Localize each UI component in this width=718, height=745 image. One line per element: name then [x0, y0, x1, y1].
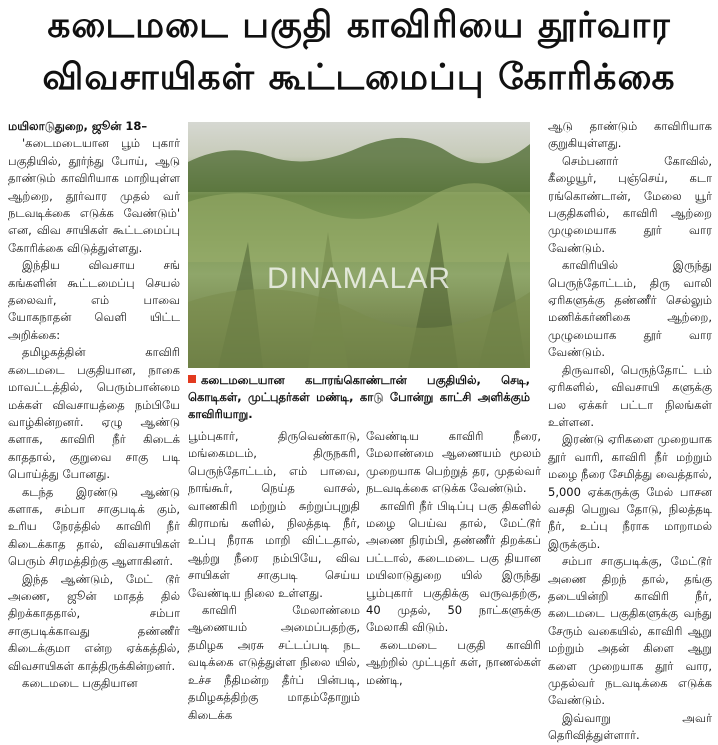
paragraph: கடைமடை பகுதி காவிரி ஆற்றில் முட்புதர் கள், நாணல்கள் மண்டி,	[366, 637, 541, 687]
paragraph: காவிரி நீர் பிடிப்பு பகு திகளில் மழை பெய்வ தால், மேட்டூர் அணை நிரம்பி, தண்ணீர் திறக்கப் பட்டால், கடைமடை பகு தியான மயிலாடுதுறை யில் இருந்து பூம்புகார் பகுதிக்கு வருவதற்கு, 40 முதல், 50 நாட்களுக்கு மேலாகி விடும்.	[366, 498, 541, 635]
paragraph: 'கடைமடையான பூம் புகார் பகுதியில், தூர்ந்து போய், ஆடு தாண்டும் காவிரியாக மாறியுள்ள ஆற்றை, தூர்வார முதல் வர் நடவடிக்கை எடுக்க வேண்டும்' என, விவ சாயிகள் கூட்டமைப்பு கோரிக்கை விடுத்துள்ளது.	[8, 136, 180, 255]
paragraph: செம்பனார் கோவில், கீழையூர், புஞ்செய், கடா ரங்கொண்டான், மேலை யூர் பகுதிகளில், காவிரி ஆற்றை முழுமையாக தூர் வார வேண்டும்.	[548, 153, 712, 255]
paragraph: தமிழகத்தின் காவிரி கடைமடை பகுதியான, நாகை மாவட்டத்தில், பெரும்பான்மை மக்கள் விவசாயத்தை நம்பியே வாழ்கின்றனர். ஏழு ஆண்டு களாக, காவிரி நீர் கிடைக் காததால், குறுவை சாகு படி பொய்த்து போனது.	[8, 345, 180, 482]
photo-caption	[188, 372, 530, 423]
headline-line-1: கடைமடை பகுதி காவிரியை தூர்வார	[47, 5, 671, 46]
caption-text: கடைமடையான கடாரங்கொண்டான் பகுதியில், செடி, கொடிகள், முட்புதர்கள் மண்டி, காடு போன்று காட்சி அளிக்கும் காவிரியாறு.	[188, 373, 530, 421]
paragraph: சம்பா சாகுபடிக்கு, மேட்டூர் அணை திறந் தால், தங்கு தடையின்றி காவிரி நீர், கடைமடை பகுதிகளுக்கு வந்து சேரும் வகையில், காவிரி ஆறு மற்றும் அதன் கிளை ஆறு களை முறையாக தூர் வார, முதல்வர் நடவடிக்கை எடுக்க வேண்டும்.	[548, 554, 712, 708]
paragraph: இரண்டு ஏரிகளை முறையாக தூர் வாரி, காவிரி நீர் மற்றும் மழை நீரை சேமித்து வைத்தால், 5,000 ஏக்கருக்கு மேல் பாசன வசதி பெறுவ தோடு, நிலத்தடி நீர், உப்பு நீராக மாறாமல் இருக்கும்.	[548, 432, 712, 551]
paragraph: இந்திய விவசாய சங் கங்களின் கூட்டமைப்பு செயல் தலைவர், எம் பாவை யோகநாதன் வெளி யிட்ட அறிக்கை:	[8, 258, 180, 342]
paragraph: கடந்த இரண்டு ஆண்டு களாக, சம்பா சாகுபடிக் கும், உரிய நேரத்தில் காவிரி நீர் கிடைக்காத தால், விவசாயிகள் பெரும் சிரமத்திற்கு ஆளாகினர்.	[8, 484, 180, 569]
dateline: மயிலாடுதுறை, ஜூன் 18–	[8, 119, 148, 133]
paragraph: பூம்புகார், திருவெண்காடு, மங்கைமடம், திருநகரி, பெருந்தோட்டம், எம் பாவை, நாங்கூர், நெய்த வாசல், வாணகிரி மற்றும் சுற்றுப்புறுதி கிராமங் களில், நிலத்தடி நீர், உப்பு நீராக மாறி விட்டதால், ஆற்று நீரை நம்பியே, விவ சாயிகள் சாகுபடி செய்ய வேண்டிய நிலை உள்ளது.	[188, 429, 360, 600]
article-column-4	[548, 118, 712, 743]
caption-bullet-icon	[188, 375, 196, 383]
paragraph: இந்த ஆண்டும், மேட் டூர் அணை, ஜூன் மாதத் தில் திறக்காததால், சம்பா சாகுபடிக்காவது தண்ணீர் கிடைக்குமா என்ற ஏக்கத்தில், விவசாயிகள் காத்திருக்கின்றனர்.	[8, 571, 180, 673]
river-photo	[188, 122, 530, 368]
paragraph: காவிரி மேலாண்மை ஆணையம் அமைப்பதற்கு, தமிழக அரசு சட்டப்படி நட வடிக்கை எடுத்துள்ள நிலை யில், உச்ச நீதிமன்ற தீர்ப் பின்படி, தமிழகத்திற்கு மாதம்தோறும் கிடைக்க	[188, 603, 360, 722]
headline	[0, 0, 718, 112]
dateline-paragraph	[8, 118, 180, 135]
paragraph: இவ்வாறு அவர் தெரிவித்துள்ளார்.	[548, 710, 712, 743]
paragraph: கடைமடை பகுதியான	[22, 676, 138, 690]
paragraph: ஆடு தாண்டும் காவிரியாக குறுகியுள்ளது.	[548, 119, 712, 151]
headline-line-2: விவசாயிகள் கூட்டமைப்பு கோரிக்கை	[42, 57, 676, 98]
paragraph: காவிரியில் இருந்து பெருந்தோட்டம், திரு வாலி ஏரிகளுக்கு தண்ணீர் செல்லும் மணிக்கர்ணிகை ஆற்றை, முழுமையாக தூர் வார வேண்டும்.	[548, 258, 712, 360]
watermark: DINAMALAR	[266, 262, 452, 295]
paragraph: வேண்டிய காவிரி நீரை, மேலாண்மை ஆணையம் மூலம் முறையாக பெற்றுத் தர, முதல்வர் நடவடிக்கை எடுக்க வேண்டும்.	[366, 429, 541, 496]
paragraph: திருவாலி, பெருந்தோட் டம் ஏரிகளில், விவசாயி களுக்கு பல ஏக்கர் பட்டா நிலங்கள் உள்ளன.	[548, 362, 712, 429]
vegetation-illustration	[188, 122, 530, 368]
article-column-1	[8, 118, 180, 719]
article-column-2	[188, 428, 360, 722]
article-column-3	[366, 428, 541, 719]
